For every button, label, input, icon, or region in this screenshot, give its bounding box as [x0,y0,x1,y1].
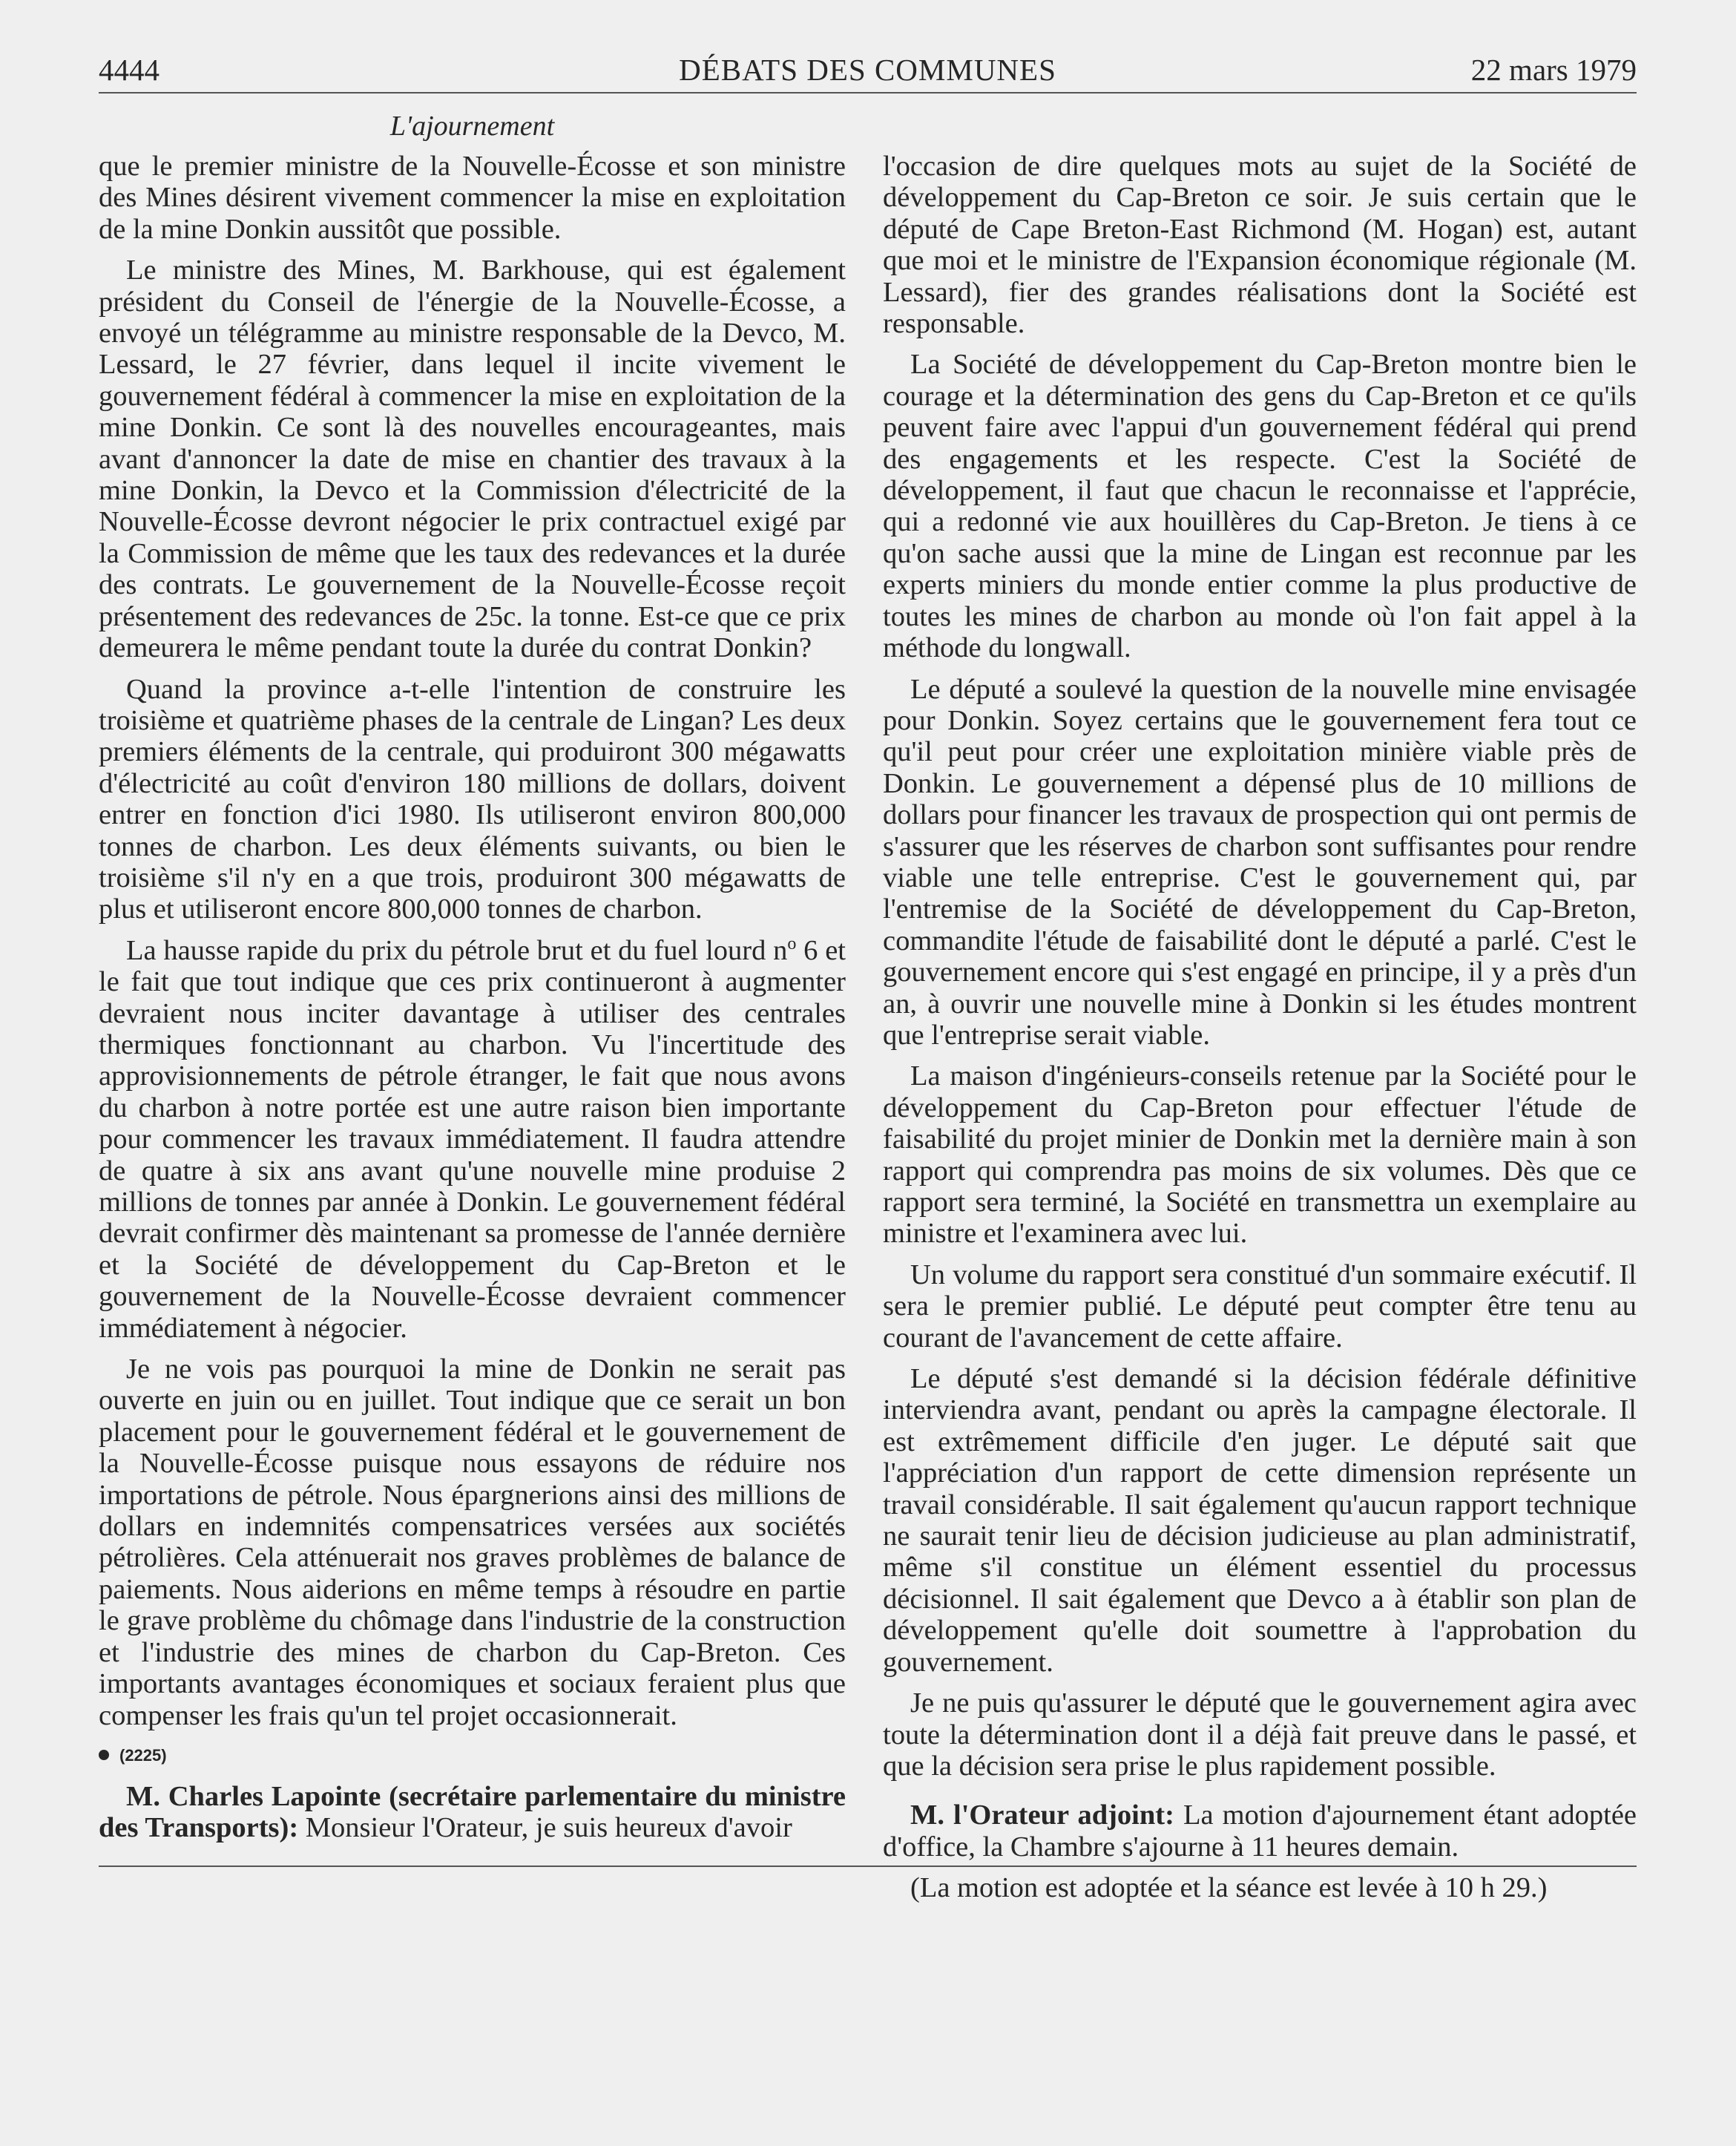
section-label: L'ajournement [389,111,555,142]
left-column [99,151,846,1854]
paragraph: l'occasion de dire quelques mots au sujet de la Société de développement du Cap-Breton ce soir. Je suis certain que le député de Cape Breton-East Richmond (M. Hogan) est, autant que moi et le ministre de l'Expansion économique régionale (M. Lessard), fier des grandes réalisations dont la Société est responsable. [883,151,1637,340]
paragraph: Quand la province a-t-elle l'intention de construire les troisième et quatrième phases de la centrale de Lingan? Les deux premiers éléments de la centrale, qui produiront 300 mégawatts d'électricité au coût d'environ 180 millions de dollars, doivent entrer en fonction d'ici 1980. Ils utiliseront environ 800,000 tonnes de charbon. Les deux éléments suivants, ou bien le troisième s'il n'y en a que trois, produiront 300 mégawatts de plus et utiliseront encore 800,000 tonnes de charbon. [99,673,846,925]
paragraph: Un volume du rapport sera constitué d'un sommaire exécutif. Il sera le premier publié. Le député peut compter être tenu au courant de l'avancement de cette affaire. [883,1259,1637,1353]
paragraph: Le député a soulevé la question de la nouvelle mine envisagée pour Donkin. Soyez certains que le gouvernement fera tout ce qu'il peut pour créer une exploitation minière viable près de Donkin. Le gouvernement a dépensé plus de 10 millions de dollars pour financer les travaux de prospection qui ont permis de s'assurer que les réserves de charbon sont suffisantes pour rendre viable une telle entreprise. C'est le gouvernement qui, par l'entremise de la Société de développement du Cap-Breton, commandite l'étude de faisabilité dont le député a parlé. C'est le gouvernement encore qui s'est engagé en principe, il y a près d'un an, à ouvrir une nouvelle mine à Donkin si les études montrent que l'entreprise serait viable. [883,673,1637,1051]
right-column [883,151,1637,1914]
speech-text: La motion d'ajournement étant adoptée d'office, la Chambre s'ajourne à 11 heures demain. [883,1799,1637,1863]
bullet-dot-icon [99,1750,109,1760]
paragraph: que le premier ministre de la Nouvelle-Écosse et son ministre des Mines désirent vivement commencer la mise en exploitation de la mine Donkin aussitôt que possible. [99,151,846,245]
paragraph [99,935,846,1344]
paragraph [883,1799,1637,1863]
time-marker [99,1741,846,1771]
header-rule [99,92,1637,93]
paragraph-text: La hausse rapide du prix du pétrole brut et du fuel lourd n [126,934,788,966]
paragraph: (La motion est adoptée et la séance est levée à 10 h 29.) [910,1872,1548,1904]
paragraph [99,1781,846,1844]
paragraph: La Société de développement du Cap-Breton montre bien le courage et la détermination des gens du Cap-Breton et ce qu'ils peuvent faire avec l'appui d'un gouvernement fédéral qui prend des engagements et les respecte. C'est la Société de développement, il faut que chacun le reconnaisse et l'apprécie, qui a redonné vie aux houillères du Cap-Breton. Je tiens à ce qu'on sache aussi que la mine de Lingan est reconnue par les experts miniers du monde entier comme la plus productive de toutes les mines de charbon au monde où l'on fait appel à la méthode du longwall. [883,349,1637,664]
footer-rule [99,1866,1637,1867]
publication-title: DÉBATS DES COMMUNES [679,53,1056,87]
publication-date: 22 mars 1979 [1470,53,1637,87]
speaker-name: M. Charles Lapointe (secrétaire parlementaire du ministre des Transports): [99,1780,846,1844]
paragraph: Je ne puis qu'assurer le député que le gouvernement agira avec toute la détermination dont il a déjà fait preuve dans le passé, et que la décision sera prise le plus rapidement possible. [883,1687,1637,1782]
paragraph: Je ne vois pas pourquoi la mine de Donkin ne serait pas ouverte en juin ou en juillet. Tout indique que ce serait un bon placement pour le gouvernement fédéral et le gouvernement de la Nouvelle-Écosse puisque nous essayons de réduire nos importations de pétrole. Nous épargnerions ainsi des millions de dollars en indemnités compensatrices versées aux sociétés pétrolières. Cela atténuerait nos graves problèmes de balance de paiements. Nous aiderions en même temps à résoudre en partie le grave problème du chômage dans l'industrie de la construction et l'industrie des mines de charbon du Cap-Breton. Ces importants avantages économiques et sociaux feraient plus que compenser les frais qu'un tel projet occasionnerait. [99,1353,846,1731]
speech-text: Monsieur l'Orateur, je suis heureux d'avoir [305,1812,792,1844]
time-marker-text: (2225) [119,1745,167,1765]
paragraph-text: 6 et le fait que tout indique que ces prix continueront à augmenter devraient nous inciter davantage à utiliser des centrales thermiques fonctionnant au charbon. Vu l'incertitude des approvisionnements de pétrole étranger, le fait que nous avons du charbon à notre portée est une autre raison bien importante pour commencer les travaux immédiatement. Il faudra attendre de quatre à six ans avant qu'une nouvelle mine produise 2 millions de tonnes par année à Donkin. Le gouvernement fédéral devrait confirmer dès maintenant sa promesse de l'année dernière et la Société de développement du Cap-Breton et le gouvernement de la Nouvelle-Écosse devraient commencer immédiatement à négocier. [99,934,846,1344]
paragraph: Le ministre des Mines, M. Barkhouse, qui est également président du Conseil de l'énergie de la Nouvelle-Écosse, a envoyé un télégramme au ministre responsable de la Devco, M. Lessard, le 27 février, dans lequel il incite vivement le gouvernement fédéral à commencer la mise en exploitation de la mine Donkin. Ce sont là des nouvelles encourageantes, mais avant d'annoncer la date de mise en chantier des travaux à la mine Donkin, la Devco et la Commission d'électricité de la Nouvelle-Écosse devront négocier le prix contractuel exigé par la Commission de même que les taux des redevances et la durée des contrats. Le gouvernement de la Nouvelle-Écosse reçoit présentement des redevances de 25c. la tonne. Est-ce que ce prix demeurera le même pendant toute la durée du contrat Donkin? [99,255,846,664]
superscript: o [787,933,797,954]
running-header [99,49,1637,91]
paragraph: La maison d'ingénieurs-conseils retenue par la Société pour le développement du Cap-Breton pour effectuer l'étude de faisabilité du projet minier de Donkin met la dernière main à son rapport qui comprendra pas moins de six volumes. Dès que ce rapport sera terminé, la Société en transmettra un exemplaire au ministre et l'examinera avec lui. [883,1060,1637,1250]
paragraph: Le député s'est demandé si la décision fédérale définitive interviendra avant, pendant ou après la campagne électorale. Il est extrêmement difficile d'en juger. Le député sait que l'appréciation d'un rapport de cette dimension représente un travail considérable. Il sait également qu'aucun rapport technique ne saurait tenir lieu de décision judicieuse au plan administratif, même s'il constitue un élément essentiel du processus décisionnel. Il sait également que Devco a à établir son plan de développement qu'elle doit soumettre à l'approbation du gouvernement. [883,1363,1637,1678]
page-number: 4444 [99,53,160,87]
speaker-name: M. l'Orateur adjoint: [910,1799,1174,1831]
